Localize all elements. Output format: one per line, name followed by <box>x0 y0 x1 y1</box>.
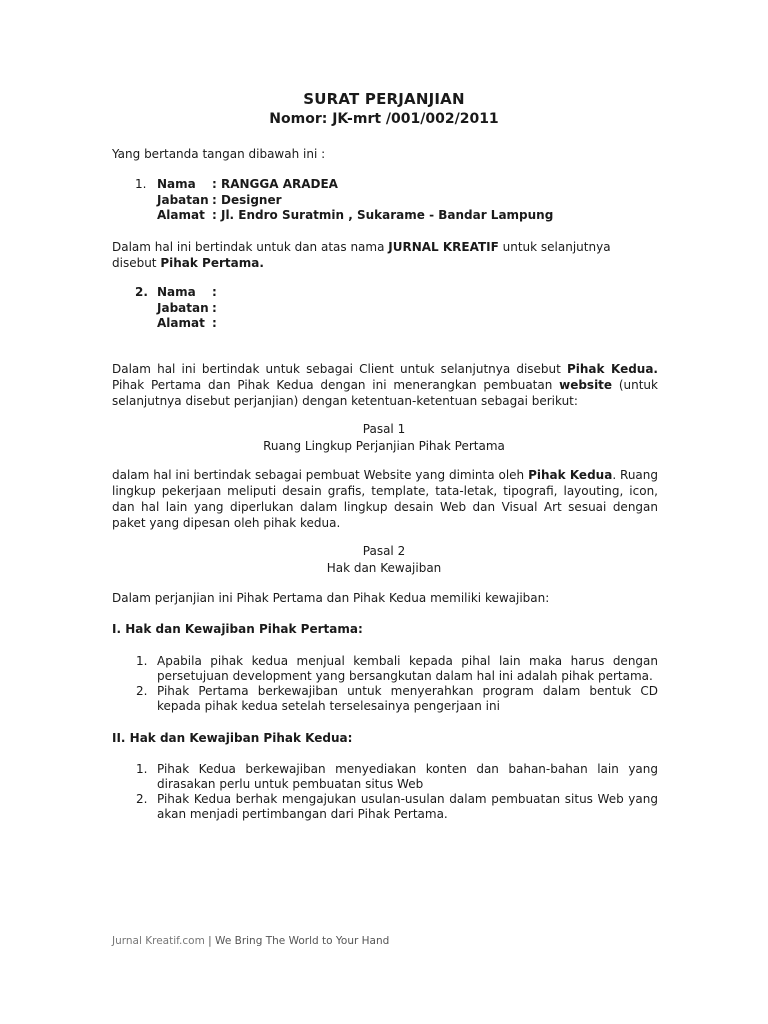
footer-site: Jurnal Kreatif.com <box>112 935 205 947</box>
party-one-name-value: : RANGGA ARADEA <box>212 177 338 191</box>
document-title: SURAT PERJANJIAN <box>303 90 465 108</box>
document-number: Nomor: JK-mrt /001/002/2011 <box>269 111 499 127</box>
party-two-reference: Pihak Kedua <box>528 468 613 482</box>
party-one-designation: Pihak Pertama. <box>160 256 264 270</box>
statement-text: Dalam hal ini bertindak untuk dan atas nama <box>112 240 389 254</box>
statement-text: (untuk selanjutnya disebut perjanjian) dengan ketentuan-ketentuan sebagai berikut: <box>112 378 658 408</box>
footer-separator: | <box>204 935 216 947</box>
company-name: JURNAL KREATIF <box>388 240 499 254</box>
section-one-heading: I. Hak dan Kewajiban Pihak Pertama: <box>112 622 363 636</box>
party-one-address-value: : Jl. Endro Suratmin , Sukarame - Bandar Lampung <box>212 208 554 222</box>
party-two-title-label: Jabatan <box>157 300 209 315</box>
list-item-number: 2. <box>136 684 148 698</box>
list-item-number: 1. <box>136 762 148 776</box>
list-item <box>112 762 658 792</box>
party-two-designation: Pihak Kedua. <box>566 362 658 376</box>
pasal-one-body <box>112 467 658 531</box>
section-two-heading: II. Hak dan Kewajiban Pihak Kedua: <box>112 731 353 745</box>
party-one-title-value: : Designer <box>212 192 282 207</box>
party-one-address-label: Alamat <box>157 208 205 222</box>
list-item-text: Pihak Kedua berkewajiban menyediakan konten dan bahan-bahan lain yang dirasakan perlu untuk pembuatan situs Web <box>157 762 658 791</box>
body-text: . Ruang lingkup pekerjaan meliputi desain grafis, template, tata-letak, tipografi, layouting, icon, dan hal lain yang diperlukan dalam lingkup desain Web dan Visual Art sesuai dengan paket yang dipesan oleh pihak kedua. <box>112 468 659 530</box>
party-one-number: 1. <box>135 177 147 191</box>
party-two-number: 2. <box>135 285 148 299</box>
statement-text: Pihak Pertama dan Pihak Kedua dengan ini menerangkan pembuatan <box>112 378 560 392</box>
pasal-two-heading-block <box>0 543 768 577</box>
party-one-name-label: Nama <box>157 177 196 191</box>
party-two-title-value: : <box>212 300 217 315</box>
party-two-address-label: Alamat <box>157 316 205 330</box>
party-two-statement <box>112 361 658 409</box>
list-item-number: 1. <box>136 654 148 668</box>
statement-text: Dalam hal ini bertindak untuk sebagai Client untuk selanjutnya disebut <box>112 362 567 376</box>
section-one-list <box>112 654 658 714</box>
pasal-one-title: Ruang Lingkup Perjanjian Pihak Pertama <box>263 439 505 453</box>
list-item-number: 2. <box>136 792 148 806</box>
pasal-two-intro: Dalam perjanjian ini Pihak Pertama dan Pihak Kedua memiliki kewajiban: <box>112 591 550 605</box>
list-item <box>112 792 658 822</box>
page-footer <box>112 935 389 947</box>
list-item-text: Pihak Pertama berkewajiban untuk menyerahkan program dalam bentuk CD kepada pihak kedua setelah terselesainya pengerjaan ini <box>157 684 658 713</box>
statement-text: untuk selanjutnya disebut <box>112 240 611 270</box>
pasal-two-heading: Pasal 2 <box>362 544 406 558</box>
footer-tagline: We Bring The World to Your Hand <box>215 935 390 947</box>
intro-text: Yang bertanda tangan dibawah ini : <box>112 147 326 161</box>
pasal-one-heading: Pasal 1 <box>362 422 406 436</box>
list-item <box>112 684 658 714</box>
list-item-text: Pihak Kedua berhak mengajukan usulan-usulan dalam pembuatan situs Web yang akan menjadi pertimbangan dari Pihak Pertama. <box>157 792 658 821</box>
party-two-name-value: : <box>212 285 217 299</box>
party-one-title-label: Jabatan <box>157 192 209 207</box>
list-item <box>112 654 658 684</box>
body-text: dalam hal ini bertindak sebagai pembuat Website yang diminta oleh <box>112 468 529 482</box>
party-two-address-value: : <box>212 316 217 330</box>
pasal-one-heading-block <box>0 421 768 455</box>
section-two-list <box>112 762 658 822</box>
website-term: website <box>559 378 613 392</box>
party-two-name-label: Nama <box>157 285 196 299</box>
party-one-statement <box>112 239 658 271</box>
list-item-text: Apabila pihak kedua menjual kembali kepada pihal lain maka harus dengan persetujuan development yang bersangkutan dalam hal ini adalah pihak pertama. <box>157 654 658 683</box>
pasal-two-title: Hak dan Kewajiban <box>326 561 442 575</box>
